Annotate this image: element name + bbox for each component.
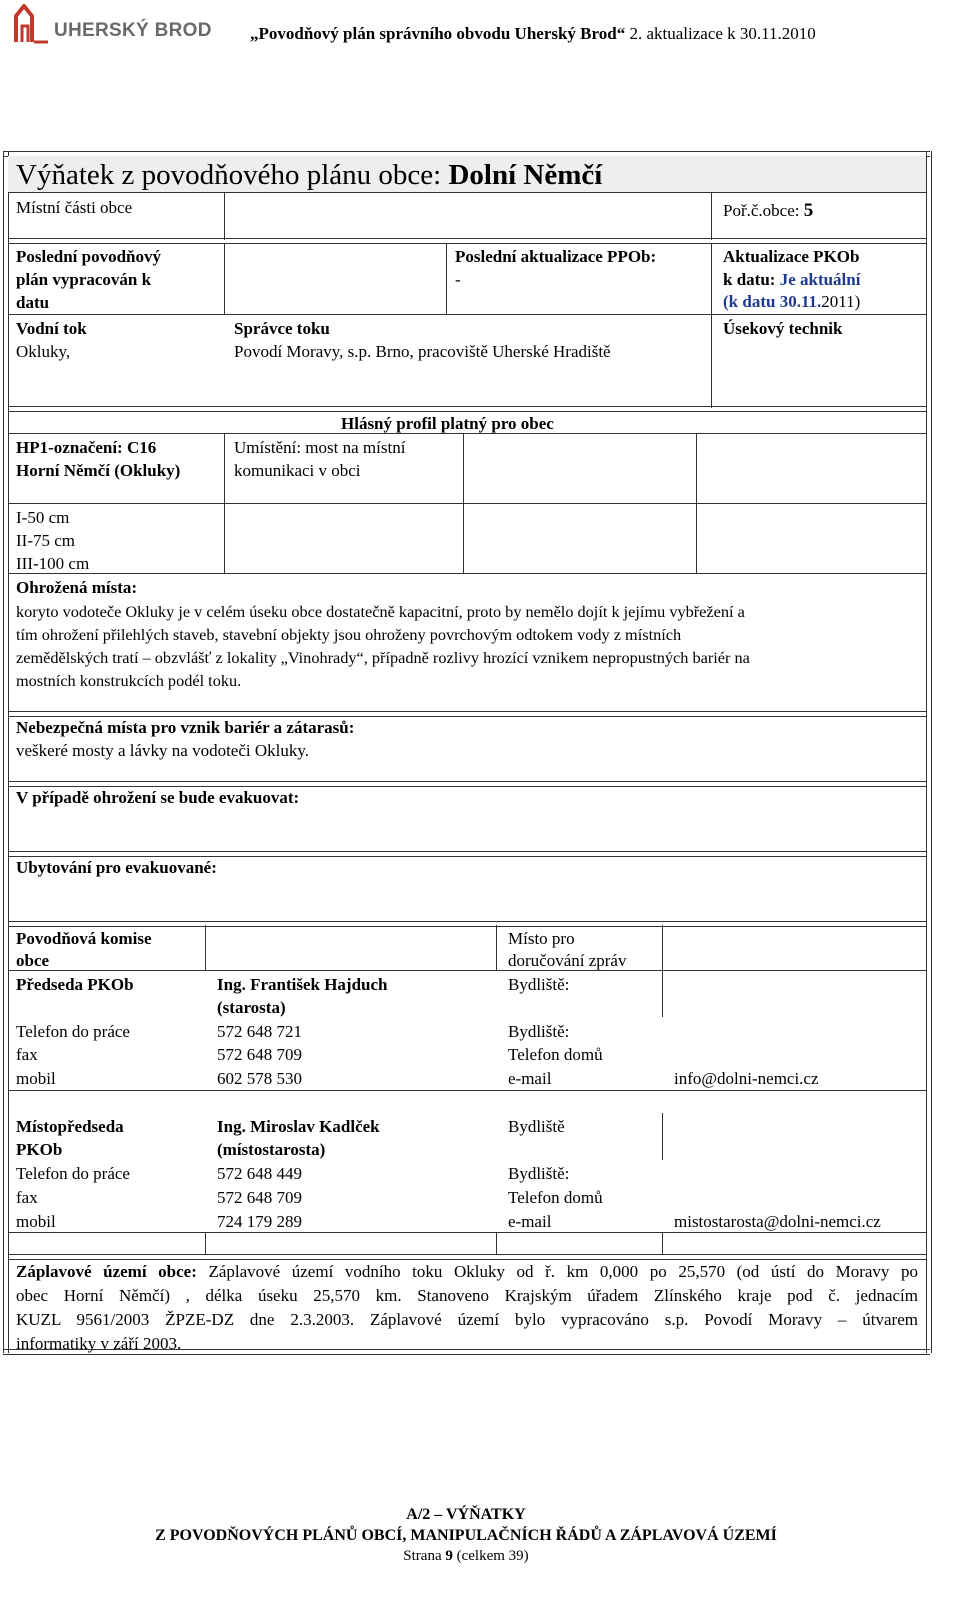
profile-location-2: komunikaci v obci xyxy=(234,461,361,480)
mail-place-label-2: doručování zpráv xyxy=(508,951,627,970)
chair-residence-label: Bydliště: xyxy=(508,975,570,994)
manager-value: Povodí Moravy, s.p. Brno, pracoviště Uherské Hradiště xyxy=(234,342,611,361)
local-parts-label: Místní části obce xyxy=(16,198,133,217)
floodplain-block xyxy=(16,1260,918,1356)
vice-mobile: 724 179 289 xyxy=(217,1212,302,1231)
commission-label-1: Povodňová komise xyxy=(16,929,152,948)
chair-mobile-label: mobil xyxy=(16,1069,56,1088)
chair-role: Předseda PKOb xyxy=(16,975,134,994)
footer-section: A/2 – VÝŇATKY xyxy=(406,1506,526,1523)
dangerous-text: veškeré mosty a lávky na vodoteči Okluky. xyxy=(16,741,310,760)
chair-residence-label-2: Bydliště: xyxy=(508,1022,570,1041)
chair-work-phone: 572 648 721 xyxy=(217,1022,302,1041)
chair-name: Ing. František Hajduch xyxy=(217,975,388,994)
floodplain-line-4: informatiky v září 2003. xyxy=(16,1334,182,1353)
river-label: Vodní tok xyxy=(16,319,87,338)
castle-logo-icon xyxy=(12,2,52,44)
evacuate-heading: V případě ohrožení se bude evakuovat: xyxy=(16,788,300,807)
manager-label: Správce toku xyxy=(234,319,330,338)
last-plan-label-1: Poslední povodňový xyxy=(16,247,162,266)
flood-level-2: II-75 cm xyxy=(16,531,76,550)
vice-title: (místostarosta) xyxy=(217,1140,326,1159)
pkob-update-label: Aktualizace PKOb xyxy=(723,247,860,266)
vice-mobile-label: mobil xyxy=(16,1212,56,1231)
vice-work-phone: 572 648 449 xyxy=(217,1164,302,1183)
endangered-line-3: zemědělských tratí – obzvlášť z lokality „Vinohrady“, případně rozlivy hrozící vznikem nepropustných bariér na xyxy=(16,648,750,667)
logo-text: UHERSKÝ BROD xyxy=(54,20,212,41)
accommodation-heading: Ubytování pro evakuované: xyxy=(16,858,217,877)
footer-page-number: Strana 9 (celkem 39) xyxy=(403,1548,529,1564)
chair-email-label: e-mail xyxy=(508,1069,552,1088)
profile-heading: Hlásný profil platný pro obec xyxy=(341,414,554,433)
pkob-status: Je aktuální xyxy=(779,270,861,289)
floodplain-label: Záplavové území obce: xyxy=(16,1262,197,1281)
chair-mobile: 602 578 530 xyxy=(217,1069,302,1088)
flood-level-3: III-100 cm xyxy=(16,554,90,573)
mail-place-label-1: Místo pro xyxy=(508,929,575,948)
vice-email[interactable]: mistostarosta@dolni-nemci.cz xyxy=(674,1212,881,1231)
profile-name: Horní Němčí (Okluky) xyxy=(16,461,181,480)
commission-label-2: obce xyxy=(16,951,50,970)
floodplain-line-3: KUZL 9561/2003 ŽPZE-DZ dne 2.3.2003. Záplavové území bylo vypracováno s.p. Povodí Moravy – útvarem xyxy=(16,1310,918,1329)
ppob-update-value: - xyxy=(455,270,461,289)
pkob-update-date: k datu: Je aktuální xyxy=(723,270,861,289)
endangered-heading: Ohrožená místa: xyxy=(16,578,138,597)
endangered-line-1: koryto vodoteče Okluky je v celém úseku obce dostatečně kapacitní, proto by nemělo dojít k jejímu vybřežení a xyxy=(16,602,745,621)
river-value: Okluky, xyxy=(16,342,71,361)
vice-fax-label: fax xyxy=(16,1188,38,1207)
profile-location-1: Umístění: most na místní xyxy=(234,438,406,457)
dangerous-heading: Nebezpečná místa pro vznik bariér a zátarasů: xyxy=(16,718,355,737)
chair-fax-label: fax xyxy=(16,1045,38,1064)
ppob-update-label: Poslední aktualizace PPOb: xyxy=(455,247,657,266)
city-logo xyxy=(12,2,212,46)
technician-label: Úsekový technik xyxy=(723,319,843,338)
vice-work-phone-label: Telefon do práce xyxy=(16,1164,130,1183)
pkob-update-date-2: (k datu 30.11.2011) xyxy=(723,292,861,311)
last-plan-label-2: plán vypracován k xyxy=(16,270,152,289)
footer-subtitle: Z POVODŇOVÝCH PLÁNŮ OBCÍ, MANIPULAČNÍCH ŘÁDŮ A ZÁPLAVOVÁ ÚZEMÍ xyxy=(155,1527,777,1544)
vice-residence-label-2: Bydliště: xyxy=(508,1164,570,1183)
chair-fax: 572 648 709 xyxy=(217,1045,302,1064)
document-header-title: „Povodňový plán správního obvodu Uherský Brod“ 2. aktualizace k 30.11.2010 xyxy=(250,24,816,43)
endangered-line-2: tím ohrožení přilehlých staveb, stavební objekty jsou ohroženy povrchovým odtokem vody z místních xyxy=(16,625,682,644)
vice-fax: 572 648 709 xyxy=(217,1188,302,1207)
vice-name: Ing. Miroslav Kadlček xyxy=(217,1117,380,1136)
floodplain-line-2: obec Horní Němčí) , délka úseku 25,570 km. Stanoveno Krajským úřadem Zlínského kraje pod č. jednacím xyxy=(16,1286,918,1305)
chair-title: (starosta) xyxy=(217,998,286,1017)
endangered-line-4: mostních konstrukcích podél toku. xyxy=(16,671,242,690)
vice-residence-label: Bydliště xyxy=(508,1117,565,1136)
last-plan-label-3: datu xyxy=(16,293,50,312)
chair-home-phone-label: Telefon domů xyxy=(508,1045,603,1064)
chair-work-phone-label: Telefon do práce xyxy=(16,1022,130,1041)
vice-role-1: Místopředseda xyxy=(16,1117,124,1136)
page-title: Výňatek z povodňového plánu obce: Dolní Němčí xyxy=(16,159,603,191)
footer xyxy=(0,1504,932,1566)
floodplain-line-1: Záplavové území obce: Záplavové území vodního toku Okluky od ř. km 0,000 po 25,570 (od ústí do Moravy po xyxy=(16,1262,918,1281)
flood-level-1: I-50 cm xyxy=(16,508,70,527)
municipality-name: Dolní Němčí xyxy=(448,159,603,191)
chair-email[interactable]: info@dolni-nemci.cz xyxy=(674,1069,819,1088)
profile-code: HP1-označení: C16 xyxy=(16,438,157,457)
vice-home-phone-label: Telefon domů xyxy=(508,1188,603,1207)
municipality-number: Poř.č.obce: 5 xyxy=(723,200,814,221)
vice-email-label: e-mail xyxy=(508,1212,552,1231)
vice-role-2: PKOb xyxy=(16,1140,63,1159)
